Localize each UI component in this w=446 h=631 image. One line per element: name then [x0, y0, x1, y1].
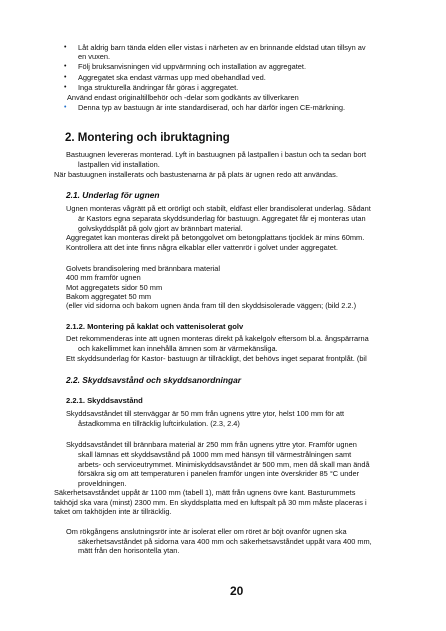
paragraph-line: och kakellimmet kan innehålla ämnen som är värmekänsliga. — [78, 344, 278, 353]
bullet-text: Denna typ av bastuugn är inte standardiserad, och har därför ingen CE-märkning. — [78, 103, 346, 112]
paragraph-line: 400 mm framför ugnen — [66, 273, 141, 282]
paragraph-line: Säkerhetsavståndet uppåt är 1100 mm (tabell 1), mätt från ugnens övre kant. Basturummets — [54, 488, 356, 497]
bullet-icon: • — [64, 63, 67, 70]
subsubsection-heading: 2.1.2. Montering på kaklat och vattenisolerat golv — [66, 322, 244, 331]
paragraph-line: Bakom aggregatet 50 mm — [66, 292, 152, 301]
bullet-icon: • — [64, 104, 67, 111]
bullet-text: Följ bruksanvisningen vid uppvärmning och installation av aggregatet. — [78, 62, 307, 71]
section-heading: 2. Montering och ibruktagning — [65, 132, 230, 144]
paragraph-line: Mot aggregatets sidor 50 mm — [66, 283, 163, 292]
paragraph-line: åstadkomma en tillräcklig luftcirkulation. (2.3, 2.4) — [78, 419, 240, 428]
paragraph-line: Bastuugnen levereras monterad. Lyft in bastuugnen på lastpallen i bastun och ta sedan bort — [66, 150, 367, 159]
paragraph-line: Om rökgångens anslutningsrör inte är isolerat eller om röret är böjt ovanför ugnen ska — [66, 527, 347, 536]
paragraph-line: taket om takhöjden inte är tillräcklig. — [54, 507, 172, 516]
paragraph-line: Kontrollera att det inte finns några elkablar eller vattenrör i golvet under aggregatet. — [66, 243, 338, 252]
bullet-text: Låt aldrig barn tända elden eller vistas i närheten av en brinnande eldstad utan tillsyn av — [78, 43, 366, 52]
page-number: 20 — [230, 584, 244, 598]
paragraph-line: Skyddsavståndet till brännbara material är 250 mm från ugnens yttre ytor. Framför ugnen — [66, 440, 357, 449]
bullet-text: Inga strukturella ändringar får göras i aggregatet. — [78, 83, 239, 92]
paragraph-line: Aggregatet kan monteras direkt på betonggolvet om betongplattans tjocklek är mins 60mm. — [66, 233, 365, 242]
bullet-icon: • — [64, 44, 67, 51]
paragraph-line: mätt från den horisontella ytan. — [78, 546, 180, 555]
paragraph-line: proveldningen. — [78, 479, 127, 488]
bullet-text: Använd endast originaltillbehör och -delar som godkänts av tillverkaren — [67, 93, 299, 102]
paragraph-line: är Kastors egna separata skyddsunderlag för bastuugn. Aggregatet får ej monteras utan — [78, 214, 366, 223]
paragraph-line: Det rekommenderas inte att ugnen monteras direkt på kakelgolv eftersom bl.a. ångspärrarna — [66, 334, 369, 343]
paragraph-line: säkerhetsavståndet på sidorna vara 400 mm och säkerhetsavståndet uppåt vara 400 mm, — [78, 537, 372, 546]
bullet-icon: • — [64, 74, 67, 81]
paragraph-line: Ett skyddsunderlag för Kastor- bastuugn är tillräckligt, det behövs inget separat frontplåt. (bil — [66, 354, 367, 363]
subsection-heading: 2.2. Skyddsavstånd och skyddsanordningar — [66, 375, 241, 385]
bullet-text: Aggregatet ska endast värmas upp med obehandlad ved. — [78, 73, 266, 82]
bullet-text-continued: en vuxen. — [78, 52, 111, 61]
paragraph-line: lastpallen vid installation. — [78, 160, 160, 169]
paragraph-line: När bastuugnen installerats och bastustenarna är på plats är ugnen redo att användas. — [54, 170, 338, 179]
paragraph-line: Ugnen monteras vågrätt på ett orörligt och stabilt, eldfast eller brandisolerat underlag. Sådant — [66, 204, 371, 213]
paragraph-line: takhöjd ska vara (minst) 2300 mm. En skyddsplatta med en luftspalt på 30 mm måste placeras i — [54, 498, 367, 507]
paragraph-line: Golvets brandisolering med brännbara material — [66, 264, 221, 273]
subsection-heading: 2.1. Underlag för ugnen — [66, 190, 160, 200]
subsubsection-heading: 2.2.1. Skyddsavstånd — [66, 396, 143, 405]
paragraph-line: arbets- och serviceutrymmet. Minimiskyddsavståndet är 500 mm, men då skall man ändå — [78, 460, 370, 469]
paragraph-line: Skyddsavståndet till stenväggar är 50 mm från ugnens yttre ytor, helst 100 mm för att — [66, 409, 345, 418]
bullet-icon: • — [64, 84, 67, 91]
paragraph-line: försäkra sig om att temperaturen i panelen framför ungen inte överskrider 85 °C under — [78, 469, 360, 478]
paragraph-line: (eller vid sidorna och bakom ugnen ända fram till den skyddsisolerade väggen; (bild 2.2.) — [66, 301, 357, 310]
paragraph-line: skall lämnas ett skyddsavstånd på 1000 mm med hänsyn till värmestrålningen samt — [78, 450, 352, 459]
paragraph-line: golvskyddsplåt på golv gjort av brännbart material. — [78, 224, 243, 233]
